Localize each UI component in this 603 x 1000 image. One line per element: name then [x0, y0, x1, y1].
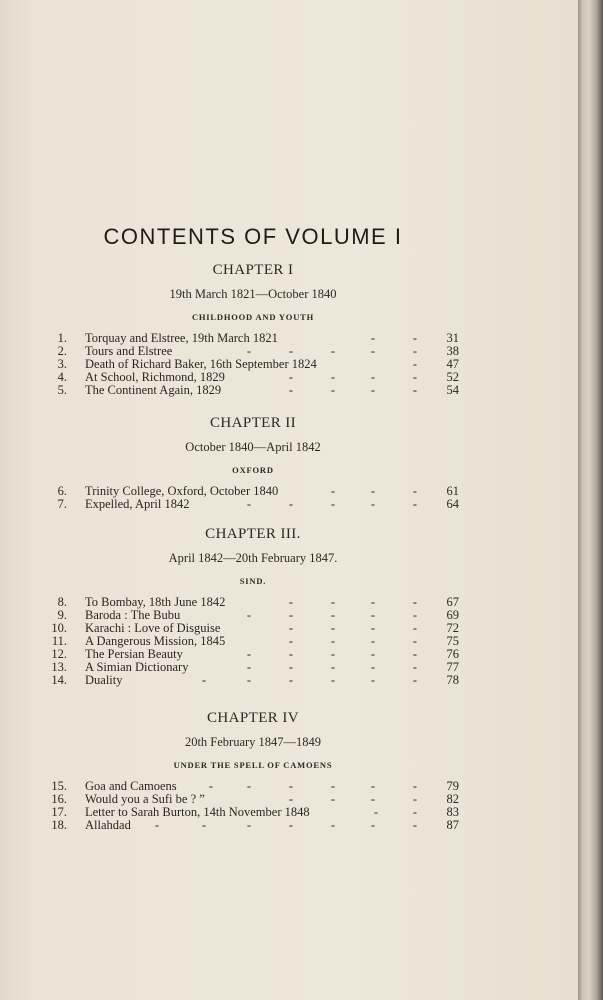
leader-dash: -	[412, 608, 418, 622]
chapter-dates: October 1840—April 1842	[185, 440, 321, 454]
leader-dash: -	[412, 792, 418, 806]
toc-entry	[0, 622, 506, 635]
leader-dash: -	[330, 779, 336, 793]
leader-dash: -	[330, 634, 336, 648]
entry-number: 12.	[51, 647, 67, 661]
entry-number: 15.	[51, 779, 67, 793]
leader-dash: -	[412, 621, 418, 635]
entry-number: 18.	[51, 818, 67, 832]
leader-dash: -	[370, 818, 376, 832]
chapter-dates: 19th March 1821—October 1840	[169, 287, 337, 301]
leader-dash: -	[288, 792, 294, 806]
leader-dash: -	[412, 634, 418, 648]
leader-dash: -	[330, 621, 336, 635]
leader-dash: -	[246, 608, 252, 622]
entry-number: 5.	[57, 383, 67, 397]
chapter-section	[0, 415, 506, 511]
chapter-heading: CHAPTER I	[212, 262, 294, 278]
entry-title: A Dangerous Mission, 1845	[85, 634, 226, 648]
leader-dash: -	[373, 805, 379, 819]
leader-dash: -	[246, 818, 252, 832]
toc-entry	[0, 780, 506, 793]
leader-dash: -	[330, 608, 336, 622]
leader-dash: -	[288, 383, 294, 397]
leader-dash: -	[412, 673, 418, 687]
leader-dash: -	[412, 370, 418, 384]
leader-dash: -	[370, 779, 376, 793]
leader-dash: -	[370, 647, 376, 661]
leader-dash: -	[246, 673, 252, 687]
entry-page: 52	[446, 370, 459, 384]
leader-dash: -	[330, 792, 336, 806]
toc-entry	[0, 485, 506, 498]
chapter-section	[0, 526, 506, 687]
leader-dash: -	[370, 621, 376, 635]
entry-title: Trinity College, Oxford, October 1840	[85, 484, 279, 498]
entry-number: 17.	[51, 805, 67, 819]
entry-page: 87	[446, 818, 459, 832]
entry-number: 11.	[51, 634, 67, 648]
leader-dash: -	[201, 818, 207, 832]
leader-dash: -	[412, 331, 418, 345]
chapter-subtitle: UNDER THE SPELL OF CAMOENS	[173, 760, 333, 770]
chapter-heading: CHAPTER III.	[205, 526, 301, 542]
leader-dash: -	[370, 660, 376, 674]
chapter-subtitle: OXFORD	[232, 465, 274, 475]
entry-page: 83	[446, 805, 459, 819]
entry-page: 82	[446, 792, 459, 806]
entry-number: 6.	[57, 484, 67, 498]
leader-dash: -	[412, 818, 418, 832]
toc-entry	[0, 674, 506, 687]
leader-dash: -	[246, 344, 252, 358]
entry-title: Goa and Camoens	[85, 779, 177, 793]
entry-title: Allahdad	[85, 818, 131, 832]
toc-entry	[0, 596, 506, 609]
leader-dash: -	[330, 673, 336, 687]
chapter-section	[0, 710, 506, 832]
entry-title: Letter to Sarah Burton, 14th November 1848	[85, 805, 310, 819]
toc-entry	[0, 819, 506, 832]
entry-page: 38	[446, 344, 459, 358]
entry-page: 64	[446, 497, 459, 511]
leader-dash: -	[246, 497, 252, 511]
entry-page: 78	[446, 673, 459, 687]
leader-dash: -	[288, 779, 294, 793]
leader-dash: -	[246, 660, 252, 674]
entry-page: 69	[446, 608, 459, 622]
leader-dash: -	[330, 484, 336, 498]
leader-dash: -	[370, 331, 376, 345]
toc-entry	[0, 384, 506, 397]
chapter-subtitle: CHILDHOOD AND YOUTH	[191, 312, 315, 322]
entry-number: 13.	[51, 660, 67, 674]
toc-entry	[0, 609, 506, 622]
leader-dash: -	[370, 497, 376, 511]
leader-dash: -	[412, 357, 418, 371]
leader-dash: -	[412, 779, 418, 793]
chapter-dates: 20th February 1847—1849	[184, 735, 322, 749]
leader-dash: -	[330, 660, 336, 674]
entry-page: 79	[446, 779, 459, 793]
leader-dash: -	[288, 608, 294, 622]
entry-title: To Bombay, 18th June 1842	[85, 595, 226, 609]
leader-dash: -	[208, 779, 214, 793]
leader-dash: -	[370, 673, 376, 687]
entry-page: 75	[446, 634, 459, 648]
leader-dash: -	[330, 497, 336, 511]
leader-dash: -	[412, 647, 418, 661]
entry-page: 47	[446, 357, 459, 371]
entry-number: 2.	[57, 344, 67, 358]
leader-dash: -	[288, 660, 294, 674]
leader-dash: -	[288, 497, 294, 511]
entry-title: Torquay and Elstree, 19th March 1821	[85, 331, 278, 345]
leader-dash: -	[370, 792, 376, 806]
chapter-section	[0, 262, 506, 397]
entry-page: 77	[446, 660, 459, 674]
entry-number: 1.	[57, 331, 67, 345]
chapter-dates: April 1842—20th February 1847.	[168, 551, 338, 565]
leader-dash: -	[330, 647, 336, 661]
chapter-subtitle: SIND.	[239, 576, 267, 586]
leader-dash: -	[370, 344, 376, 358]
leader-dash: -	[370, 484, 376, 498]
leader-dash: -	[330, 818, 336, 832]
leader-dash: -	[330, 344, 336, 358]
leader-dash: -	[288, 818, 294, 832]
toc-entry	[0, 661, 506, 674]
leader-dash: -	[330, 383, 336, 397]
leader-dash: -	[370, 634, 376, 648]
page-edge	[578, 0, 603, 1000]
leader-dash: -	[412, 660, 418, 674]
leader-dash: -	[288, 344, 294, 358]
entry-title: The Continent Again, 1829	[85, 383, 222, 397]
page-title: CONTENTS OF VOLUME I	[103, 224, 403, 249]
toc-entry	[0, 358, 506, 371]
entry-page: 31	[446, 331, 459, 345]
entry-number: 9.	[57, 608, 67, 622]
leader-dash: -	[330, 595, 336, 609]
leader-dash: -	[246, 779, 252, 793]
toc-entry	[0, 498, 506, 511]
leader-dash: -	[412, 595, 418, 609]
leader-dash: -	[201, 673, 207, 687]
entry-page: 61	[446, 484, 459, 498]
entry-title: Expelled, April 1842	[85, 497, 190, 511]
leader-dash: -	[330, 370, 336, 384]
leader-dash: -	[412, 497, 418, 511]
leader-dash: -	[412, 484, 418, 498]
leader-dash: -	[288, 647, 294, 661]
leader-dash: -	[288, 595, 294, 609]
entry-title: At School, Richmond, 1829	[85, 370, 225, 384]
entry-title: Duality	[85, 673, 123, 687]
entry-title: A Simian Dictionary	[85, 660, 189, 674]
entry-number: 3.	[57, 357, 67, 371]
entry-title: The Persian Beauty	[85, 647, 183, 661]
leader-dash: -	[288, 634, 294, 648]
leader-dash: -	[288, 621, 294, 635]
leader-dash: -	[412, 344, 418, 358]
toc-entry	[0, 635, 506, 648]
chapter-heading: CHAPTER IV	[207, 710, 299, 726]
leader-dash: -	[370, 370, 376, 384]
toc-entry	[0, 332, 506, 345]
entry-number: 4.	[57, 370, 67, 384]
entry-number: 16.	[51, 792, 67, 806]
leader-dash: -	[370, 608, 376, 622]
entry-page: 54	[446, 383, 459, 397]
entry-title: Tours and Elstree	[85, 344, 173, 358]
leader-dash: -	[412, 805, 418, 819]
leader-dash: -	[154, 818, 160, 832]
entry-number: 10.	[51, 621, 67, 635]
leader-dash: -	[370, 595, 376, 609]
entry-number: 7.	[57, 497, 67, 511]
chapter-heading: CHAPTER II	[209, 415, 297, 431]
entry-title: Karachi : Love of Disguise	[85, 621, 221, 635]
entry-page: 72	[446, 621, 459, 635]
entry-number: 14.	[51, 673, 67, 687]
toc-entry	[0, 371, 506, 384]
entry-page: 76	[446, 647, 459, 661]
entry-title: Baroda : The Bubu	[85, 608, 181, 622]
leader-dash: -	[288, 673, 294, 687]
entry-title: Death of Richard Baker, 16th September 1824	[85, 357, 317, 371]
toc-entry	[0, 806, 506, 819]
leader-dash: -	[412, 383, 418, 397]
leader-dash: -	[246, 647, 252, 661]
entry-title: Would you a Sufi be ? ”	[85, 792, 205, 806]
toc-entry	[0, 648, 506, 661]
leader-dash: -	[288, 370, 294, 384]
leader-dash: -	[370, 383, 376, 397]
entry-page: 67	[446, 595, 459, 609]
entry-number: 8.	[57, 595, 67, 609]
